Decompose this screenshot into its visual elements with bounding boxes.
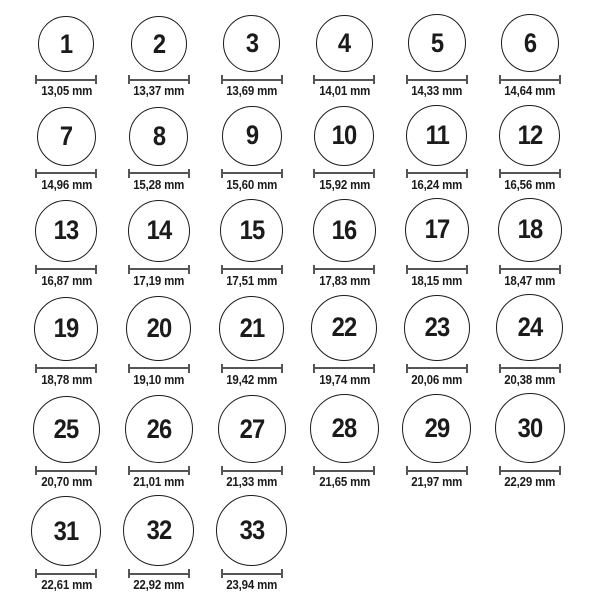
ring-cell xyxy=(128,107,190,193)
ring-circle xyxy=(310,394,379,463)
diameter-ruler xyxy=(35,169,97,178)
diameter-label: 14,01 mm xyxy=(318,84,370,99)
ruler-line xyxy=(500,79,560,81)
ring-size-number: 7 xyxy=(60,120,73,151)
diameter-label: 16,24 mm xyxy=(411,177,463,192)
ruler-line xyxy=(129,573,189,575)
ring-size-number: 5 xyxy=(430,27,444,58)
ring-size-number: 30 xyxy=(517,412,542,443)
ruler-line xyxy=(36,79,96,81)
ring-circle xyxy=(402,394,471,463)
ring-cell xyxy=(34,297,98,388)
diameter-label: 17,83 mm xyxy=(318,273,370,288)
diameter-label: 19,10 mm xyxy=(133,372,185,387)
ruler-line xyxy=(129,172,189,174)
ring-size-number: 14 xyxy=(146,215,172,246)
diameter-ruler xyxy=(128,265,190,274)
diameter-label: 22,92 mm xyxy=(133,578,185,593)
ring-size-number: 10 xyxy=(331,120,357,151)
ring-size-number: 6 xyxy=(523,27,536,58)
diameter-ruler xyxy=(499,265,561,274)
ring-size-number: 3 xyxy=(245,28,258,59)
ring-cell xyxy=(31,496,101,593)
diameter-label: 18,15 mm xyxy=(411,273,463,288)
ruler-line xyxy=(36,573,96,575)
diameter-label: 16,87 mm xyxy=(40,273,92,288)
diameter-label: 21,97 mm xyxy=(411,475,463,490)
ring-size-number: 23 xyxy=(424,312,450,343)
ruler-line xyxy=(222,470,282,472)
ruler-line xyxy=(36,367,96,369)
diameter-ruler xyxy=(406,265,468,274)
ring-circle xyxy=(125,395,193,463)
diameter-label: 20,70 mm xyxy=(40,475,92,490)
ring-circle xyxy=(131,16,187,72)
diameter-ruler xyxy=(128,466,190,475)
ruler-line xyxy=(36,470,96,472)
diameter-ruler xyxy=(221,364,283,373)
diameter-ruler xyxy=(35,466,97,475)
ring-size-number: 12 xyxy=(517,119,542,150)
diameter-ruler xyxy=(313,466,375,475)
diameter-ruler xyxy=(128,364,190,373)
ring-cell xyxy=(221,15,283,99)
diameter-label: 17,19 mm xyxy=(133,273,185,288)
ring-circle xyxy=(495,393,565,463)
ring-circle xyxy=(314,106,374,166)
ring-cell xyxy=(404,295,470,388)
ring-circle xyxy=(216,495,287,566)
diameter-ruler xyxy=(313,364,375,373)
ruler-line xyxy=(222,172,282,174)
ring-size-number: 31 xyxy=(53,515,79,546)
ring-cell xyxy=(216,495,287,593)
ring-cell xyxy=(123,495,194,593)
ring-cell xyxy=(405,198,469,289)
ring-cell xyxy=(219,296,284,388)
ring-size-number: 32 xyxy=(146,515,172,546)
ruler-line xyxy=(222,79,282,81)
ruler-line xyxy=(314,268,374,270)
ring-cell xyxy=(33,396,100,490)
ring-circle xyxy=(313,199,376,262)
ring-size-number: 17 xyxy=(424,214,450,245)
ring-circle xyxy=(128,200,190,262)
ring-size-number: 25 xyxy=(53,414,79,445)
ring-cell xyxy=(221,106,283,193)
ruler-line xyxy=(407,268,467,270)
ruler-line xyxy=(407,172,467,174)
ruler-line xyxy=(314,172,374,174)
diameter-ruler xyxy=(35,569,97,578)
ring-cell xyxy=(35,16,97,99)
ring-circle xyxy=(129,107,188,166)
diameter-ruler xyxy=(221,569,283,578)
ruler-line xyxy=(407,470,467,472)
diameter-ruler xyxy=(128,169,190,178)
ring-cell xyxy=(126,296,191,388)
diameter-label: 14,64 mm xyxy=(504,84,556,99)
diameter-label: 18,47 mm xyxy=(504,273,556,288)
diameter-label: 16,56 mm xyxy=(504,177,556,192)
ruler-line xyxy=(36,268,96,270)
ruler-line xyxy=(314,79,374,81)
ring-circle xyxy=(35,200,97,262)
diameter-label: 14,33 mm xyxy=(411,84,463,99)
diameter-label: 15,28 mm xyxy=(133,177,185,192)
diameter-ruler xyxy=(406,364,468,373)
diameter-label: 22,61 mm xyxy=(40,578,92,593)
ruler-line xyxy=(129,268,189,270)
ring-cell xyxy=(128,16,190,99)
ring-circle xyxy=(501,14,559,72)
ring-size-number: 29 xyxy=(424,413,450,444)
ruler-line xyxy=(314,470,374,472)
ring-circle xyxy=(126,296,191,361)
ring-circle xyxy=(37,107,96,166)
ruler-line xyxy=(314,367,374,369)
ring-cell xyxy=(35,107,97,193)
diameter-ruler xyxy=(499,466,561,475)
diameter-ruler xyxy=(406,75,468,84)
ring-size-number: 11 xyxy=(425,119,449,150)
diameter-ruler xyxy=(406,466,468,475)
ruler-line xyxy=(500,470,560,472)
ring-circle xyxy=(219,296,284,361)
diameter-label: 20,06 mm xyxy=(411,372,463,387)
diameter-ruler xyxy=(221,75,283,84)
ring-circle xyxy=(218,395,286,463)
ring-size-number: 24 xyxy=(517,311,542,342)
ring-circle xyxy=(123,495,194,566)
diameter-label: 22,29 mm xyxy=(504,475,556,490)
ring-circle xyxy=(34,297,98,361)
ruler-line xyxy=(129,79,189,81)
ring-cell xyxy=(495,393,565,490)
ruler-line xyxy=(222,268,282,270)
ring-cell xyxy=(313,199,376,289)
ring-cell xyxy=(310,394,379,490)
ring-circle xyxy=(404,295,470,361)
ring-cell xyxy=(220,199,283,289)
ring-cell xyxy=(406,14,468,99)
ring-circle xyxy=(496,294,563,361)
diameter-label: 19,42 mm xyxy=(226,372,278,387)
ring-size-number: 19 xyxy=(53,313,79,344)
ring-size-number: 33 xyxy=(239,515,264,546)
ring-cell xyxy=(128,200,190,289)
ring-size-number: 9 xyxy=(245,120,258,151)
ring-size-number: 16 xyxy=(331,214,357,245)
diameter-ruler xyxy=(499,364,561,373)
diameter-ruler xyxy=(313,169,375,178)
ruler-line xyxy=(500,367,560,369)
ring-cell xyxy=(406,105,468,193)
ring-circle xyxy=(31,496,101,566)
ruler-line xyxy=(36,172,96,174)
diameter-label: 18,78 mm xyxy=(40,372,92,387)
diameter-label: 14,96 mm xyxy=(40,177,92,192)
ring-cell xyxy=(496,294,563,388)
ring-size-number: 15 xyxy=(239,214,264,245)
ring-cell xyxy=(313,15,375,99)
diameter-ruler xyxy=(313,265,375,274)
diameter-label: 21,65 mm xyxy=(318,475,370,490)
diameter-label: 21,01 mm xyxy=(133,475,185,490)
diameter-ruler xyxy=(128,569,190,578)
diameter-ruler xyxy=(406,169,468,178)
ring-cell xyxy=(499,14,561,99)
ring-circle xyxy=(408,14,466,72)
diameter-label: 13,37 mm xyxy=(133,84,185,99)
diameter-ruler xyxy=(221,466,283,475)
diameter-label: 15,60 mm xyxy=(226,177,278,192)
diameter-label: 23,94 mm xyxy=(226,578,278,593)
diameter-label: 20,38 mm xyxy=(504,372,556,387)
ring-size-number: 1 xyxy=(60,28,73,59)
ring-circle xyxy=(223,15,280,72)
ring-circle xyxy=(405,198,469,262)
ring-circle xyxy=(406,105,467,166)
diameter-ruler xyxy=(313,75,375,84)
ring-size-number: 26 xyxy=(146,413,172,444)
diameter-label: 21,33 mm xyxy=(226,475,278,490)
ruler-line xyxy=(500,172,560,174)
ring-circle xyxy=(311,295,377,361)
ring-size-number: 22 xyxy=(331,312,357,343)
diameter-label: 17,51 mm xyxy=(226,273,278,288)
ruler-line xyxy=(500,268,560,270)
ring-circle xyxy=(222,106,282,166)
ruler-line xyxy=(222,573,282,575)
diameter-ruler xyxy=(221,265,283,274)
ring-cell xyxy=(35,200,97,289)
ring-circle xyxy=(498,198,562,262)
diameter-ruler xyxy=(499,169,561,178)
ring-size-number: 4 xyxy=(338,28,351,59)
ring-circle xyxy=(316,15,373,72)
diameter-ruler xyxy=(35,265,97,274)
diameter-ruler xyxy=(221,169,283,178)
ring-size-number: 2 xyxy=(152,28,166,59)
diameter-ruler xyxy=(128,75,190,84)
ruler-line xyxy=(129,367,189,369)
ruler-line xyxy=(129,470,189,472)
ring-size-number: 20 xyxy=(146,312,172,343)
ring-cell xyxy=(402,394,471,490)
diameter-label: 13,69 mm xyxy=(226,84,278,99)
ruler-line xyxy=(222,367,282,369)
ring-circle xyxy=(220,199,283,262)
ring-circle xyxy=(38,16,94,72)
ring-cell xyxy=(499,105,561,193)
ring-circle xyxy=(499,105,560,166)
ring-cell xyxy=(313,106,375,193)
diameter-ruler xyxy=(35,364,97,373)
ring-cell xyxy=(498,198,562,289)
diameter-label: 13,05 mm xyxy=(40,84,92,99)
ring-size-number: 28 xyxy=(331,413,357,444)
ring-size-number: 21 xyxy=(239,312,264,343)
ring-size-number: 27 xyxy=(239,413,264,444)
diameter-ruler xyxy=(35,75,97,84)
ruler-line xyxy=(407,367,467,369)
ring-size-number: 13 xyxy=(53,215,79,246)
ring-cell xyxy=(218,395,286,490)
ruler-line xyxy=(407,79,467,81)
ring-cell xyxy=(125,395,193,490)
diameter-ruler xyxy=(499,75,561,84)
diameter-label: 15,92 mm xyxy=(318,177,370,192)
ring-size-number: 8 xyxy=(152,120,166,151)
ring-size-number: 18 xyxy=(517,214,542,245)
ring-cell xyxy=(311,295,377,388)
diameter-label: 19,74 mm xyxy=(318,372,370,387)
ring-circle xyxy=(33,396,100,463)
